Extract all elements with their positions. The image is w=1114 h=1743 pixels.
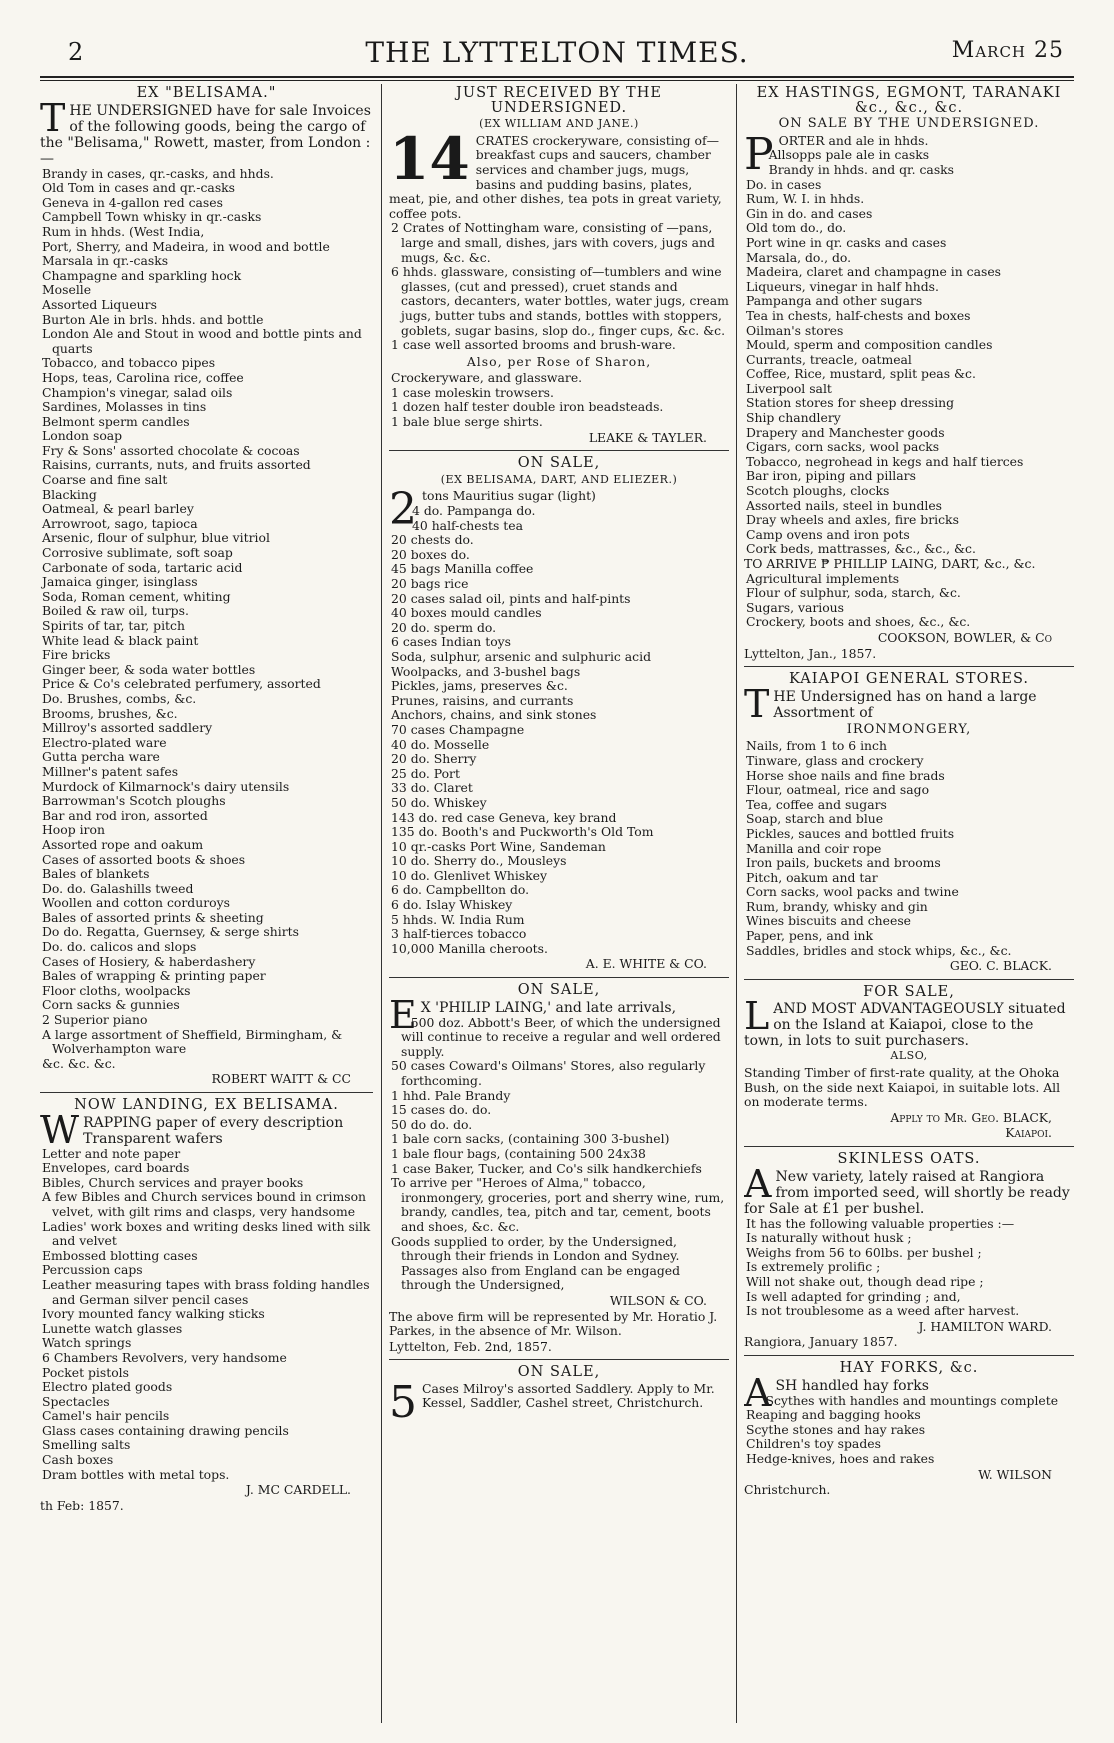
- list-item: Goods supplied to order, by the Undersigned, through their friends in London and Sydney. Passages also from England can be engaged through the Undersigned,: [391, 1233, 681, 1293]
- list-item: Prunes, raisins, and currants: [391, 692, 574, 708]
- list-item: Soda, Roman cement, whiting: [42, 588, 231, 604]
- list-item: Is extremely prolific ;: [746, 1259, 881, 1275]
- advert-on-sale-saddlery: [389, 1364, 729, 1428]
- advert-signature: COOKSON, BOWLER, & Co: [877, 629, 1052, 645]
- list-item: Corn sacks & gunnies: [42, 997, 180, 1013]
- list-item: Geneva in 4-gallon red cases: [42, 194, 223, 210]
- list-item: 10 do. Glenlivet Whiskey: [391, 867, 547, 883]
- advert-belisama: [40, 86, 373, 1087]
- list-item: Tinware, glass and crockery: [746, 752, 924, 768]
- list-item: Port wine in qr. casks and cases: [746, 234, 947, 250]
- lead-text: CRATES crockeryware, consisting of—breakfast cups and saucers, chamber services and chamber jugs, mugs, basins and pudding basins, plates, meat, pie, and other dishes, tea pots in great variety, coffee pots.: [389, 132, 722, 221]
- advert-heading: KAIAPOI GENERAL STORES.: [789, 671, 1029, 688]
- list-item: Belmont sperm candles: [42, 413, 190, 429]
- list-item: Champagne and sparkling hock: [42, 267, 242, 283]
- list-item: 1 bale blue serge shirts.: [391, 414, 543, 430]
- list-item: Marsala in qr.-casks: [42, 253, 169, 269]
- list-item: Coffee, Rice, mustard, split peas &c.: [746, 366, 976, 382]
- list-item: Manilla and coir rope: [746, 840, 882, 856]
- advert-note: The above firm will be represented by Mr. Horatio J. Parkes, in the absence of Mr. Wilson.: [389, 1308, 718, 1339]
- advert-heading: EX HASTINGS, EGMONT, TARANAKI &c., &c., &c.: [756, 85, 1062, 116]
- list-item: Allsopps pale ale in casks: [768, 147, 930, 163]
- advert-separator: [744, 666, 1074, 667]
- list-item: Iron pails, buckets and brooms: [746, 855, 941, 871]
- list-item: Millroy's assorted saddlery: [42, 720, 213, 736]
- list-item: Tobacco, negrohead in kegs and half tierces: [746, 453, 1024, 469]
- list-item: Camel's hair pencils: [42, 1408, 170, 1424]
- list-item: Fry & Sons' assorted chocolate & cocoas: [42, 442, 300, 458]
- advert-subheading: ON SALE BY THE UNDERSIGNED.: [778, 116, 1040, 132]
- column-divider: [381, 84, 382, 1723]
- list-item: 1 hhd. Pale Brandy: [391, 1087, 511, 1103]
- list-item: Rum, W. I. in hhds.: [746, 191, 865, 207]
- list-item: 6 do. Islay Whiskey: [391, 897, 513, 913]
- list-item: &c. &c. &c.: [42, 1055, 116, 1071]
- list-item: Spectacles: [42, 1393, 110, 1409]
- list-item: Station stores for sheep dressing: [746, 395, 955, 411]
- advert-intro: ANew variety, lately raised at Rangiora from imported seed, will shortly be ready for Sale at £1 per bushel.: [744, 1161, 1070, 1217]
- list-item: Woollen and cotton corduroys: [42, 895, 230, 911]
- list-item: 4 do. Pampanga do.: [412, 503, 536, 519]
- list-item: Old tom do., do.: [746, 220, 847, 236]
- item-list: [389, 371, 729, 429]
- list-item: Hops, teas, Carolina rice, coffee: [42, 369, 244, 385]
- advert-ex-hastings: [744, 86, 1074, 661]
- list-item: Pocket pistols: [42, 1364, 130, 1380]
- list-item: Is well adapted for grinding ; and,: [746, 1288, 961, 1304]
- list-item: Coarse and fine salt: [42, 472, 168, 488]
- advert-on-sale-wilson: [389, 983, 729, 1354]
- list-item: Soap, starch and blue: [746, 811, 884, 827]
- list-item: Port, Sherry, and Madeira, in wood and bottle: [42, 238, 330, 254]
- issue-date: March 25: [951, 38, 1064, 63]
- list-item: Madeira, claret and champagne in cases: [746, 264, 1002, 280]
- list-item: Agricultural implements: [746, 570, 900, 586]
- advert-to-arrive: TO ARRIVE ₱ PHILLIP LAING, DART, &c., &c.: [744, 556, 1036, 571]
- list-item: To arrive per "Heroes of Alma," tobacco, ironmongery, groceries, port and sherry wine, rum, brandy, candles, tea, pitch and tar, cement, boots and shoes, &c. &c.: [391, 1175, 725, 1234]
- list-item: Lunette watch glasses: [42, 1320, 183, 1336]
- list-item: Cases of assorted boots & shoes: [42, 851, 246, 867]
- column-2: [389, 84, 729, 1723]
- list-item: 6 cases Indian toys: [391, 634, 512, 650]
- list-item: 500 doz. Abbott's Beer, of which the undersigned will continue to receive a regular and well ordered supply.: [401, 1014, 721, 1059]
- lead-number: 14: [389, 124, 470, 193]
- column-3: [744, 84, 1074, 1723]
- advert-on-sale-white: [389, 456, 729, 972]
- list-item: Weighs from 56 to 60lbs. per bushel ;: [746, 1244, 982, 1260]
- list-item: Saddles, bridles and stock whips, &c., &c.: [746, 942, 1012, 958]
- list-item: 20 bags rice: [391, 576, 469, 591]
- list-item: Brandy in hhds. and qr. casks: [768, 161, 955, 177]
- advert-heading: NOW LANDING, EX BELISAMA.: [74, 1097, 339, 1113]
- item-list: [40, 167, 373, 1072]
- list-item: Bibles, Church services and prayer books: [42, 1174, 304, 1190]
- advert-separator: [389, 1359, 729, 1360]
- advert-intro: EX 'PHILIP LAING,' and late arrivals,: [389, 992, 677, 1037]
- list-item: 40 boxes mould candles: [391, 605, 542, 621]
- list-item: 50 do. Whiskey: [391, 794, 487, 810]
- list-item: 2 Crates of Nottingham ware, consisting of —pans, large and small, dishes, jars with covers, jugs and mugs, &c. &c.: [391, 220, 715, 265]
- list-item: Flour of sulphur, soda, starch, &c.: [746, 585, 961, 601]
- list-item: Raisins, currants, nuts, and fruits assorted: [42, 457, 311, 473]
- advert-signature: A. E. WHITE & CO.: [585, 956, 707, 972]
- list-item: 33 do. Claret: [391, 780, 473, 796]
- list-item: Assorted rope and oakum: [42, 836, 204, 852]
- advert-subheading: (EX BELISAMA, DART, AND ELIEZER.): [440, 472, 678, 486]
- column-divider: [736, 84, 737, 1723]
- list-item: Scythe stones and hay rakes: [746, 1421, 926, 1437]
- list-item: Reaping and bagging hooks: [746, 1407, 921, 1423]
- list-item: Ginger beer, & soda water bottles: [42, 661, 256, 677]
- list-item: 70 cases Champagne: [391, 721, 525, 737]
- list-item: Flour, oatmeal, rice and sago: [746, 782, 930, 798]
- list-item: Ship chandlery: [746, 410, 841, 426]
- masthead-rule: [40, 76, 1074, 78]
- list-item: Dray wheels and axles, fire bricks: [746, 512, 959, 528]
- list-item: Sugars, various: [746, 599, 845, 615]
- list-item: 1 case moleskin trowsers.: [391, 384, 554, 400]
- list-item: Corrosive sublimate, soft soap: [42, 545, 233, 561]
- advert-skinless-oats: [744, 1152, 1074, 1350]
- list-item: Dram bottles with metal tops.: [42, 1466, 230, 1482]
- item-list: [40, 1147, 373, 1483]
- list-item: Do. Brushes, combs, &c.: [42, 690, 197, 706]
- list-item: Boiled & raw oil, turps.: [42, 603, 189, 619]
- list-item: 6 do. Campbellton do.: [391, 882, 530, 898]
- list-item: Smelling salts: [42, 1437, 131, 1453]
- advert-separator: [744, 979, 1074, 980]
- list-item: 5 hhds. W. India Rum: [391, 911, 525, 927]
- advert-intro: ASH handled hay forks: [744, 1370, 929, 1415]
- list-item: Ivory mounted fancy walking sticks: [42, 1306, 265, 1322]
- advert-heading: HAY FORKS, &c.: [839, 1359, 979, 1376]
- list-item: Price & Co's celebrated perfumery, assorted: [42, 676, 321, 692]
- list-item: Do. do. Galashills tweed: [42, 880, 194, 896]
- list-item: Embossed blotting cases: [42, 1247, 198, 1263]
- list-item: Arsenic, flour of sulphur, blue vitriol: [42, 530, 270, 546]
- list-item: Liqueurs, vinegar in half hhds.: [746, 278, 939, 294]
- list-item: 1 bale corn sacks, (containing 300 3-bushel): [391, 1131, 670, 1147]
- list-item: Champion's vinegar, salad oils: [42, 384, 233, 400]
- list-item: Spirits of tar, tar, pitch: [42, 618, 185, 633]
- list-item: It has the following valuable properties :—: [746, 1215, 1015, 1231]
- list-item: Old Tom in cases and qr.-casks: [42, 180, 236, 196]
- list-item: Will not shake out, though dead ripe ;: [746, 1273, 984, 1289]
- list-item: 10 qr.-casks Port Wine, Sandeman: [391, 838, 606, 854]
- list-item: Burton Ale in brls. hhds. and bottle: [42, 311, 264, 327]
- list-item: 50 cases Coward's Oilmans' Stores, also regularly forthcoming.: [391, 1058, 706, 1088]
- list-item: Is naturally without husk ;: [746, 1230, 912, 1246]
- list-item: Campbell Town whisky in qr.-casks: [42, 209, 262, 225]
- newspaper-title: THE LYTTELTON TIMES.: [365, 36, 749, 69]
- list-item: Fire bricks: [42, 647, 111, 663]
- item-list: [744, 1217, 1074, 1319]
- list-item: 20 do. sperm do.: [391, 619, 497, 635]
- list-item: Hoop iron: [42, 822, 105, 838]
- list-item: Bales of blankets: [42, 866, 150, 882]
- lead-text: Cases Milroy's assorted Saddlery. Apply to Mr. Kessel, Saddler, Cashel street, Christchurch.: [422, 1380, 715, 1411]
- list-item: Leather measuring tapes with brass folding handles and German silver pencil cases: [42, 1276, 370, 1307]
- list-item: 15 cases do. do.: [391, 1102, 492, 1118]
- list-item: 20 do. Sherry: [391, 751, 477, 767]
- list-item: A large assortment of Sheffield, Birmingham, & Wolverhampton ware: [42, 1026, 343, 1057]
- list-item: Brandy in cases, qr.-casks, and hhds.: [42, 165, 274, 181]
- item-list: [744, 572, 1074, 630]
- list-item: Mould, sperm and composition candles: [746, 337, 993, 353]
- list-item: Electro plated goods: [42, 1379, 173, 1395]
- list-item: 1 dozen half tester double iron beadsteads.: [391, 399, 664, 415]
- list-item: Bar iron, piping and pillars: [746, 468, 916, 484]
- list-item: 20 boxes do.: [391, 546, 470, 562]
- advert-hay-forks: [744, 1361, 1074, 1498]
- lead-text: ORTER and ale in hhds.: [778, 132, 929, 148]
- advert-date: Rangiora, January 1857.: [744, 1334, 898, 1350]
- advert-separator: [744, 1146, 1074, 1147]
- list-item: 1 bale flour bags, (containing 500 24x38: [391, 1145, 646, 1161]
- list-item: Pickles, jams, preserves &c.: [391, 678, 568, 694]
- list-item: Paper, pens, and ink: [746, 928, 874, 944]
- advert-heading: EX "BELISAMA.": [136, 85, 277, 101]
- list-item: 20 cases salad oil, pints and half-pints: [391, 590, 631, 606]
- advert-heading: ON SALE,: [517, 1364, 601, 1381]
- advert-separator: [389, 977, 729, 978]
- advert-heading: ON SALE,: [517, 455, 601, 472]
- advert-land-for-sale: [744, 985, 1074, 1141]
- lead-number: 5: [389, 1376, 417, 1428]
- advert-subheading: IRONMONGERY,: [846, 721, 972, 737]
- list-item: Cigars, corn sacks, wool packs: [746, 439, 940, 455]
- item-list: [389, 504, 729, 956]
- list-item: Watch springs: [42, 1335, 132, 1351]
- list-item: Corn sacks, wool packs and twine: [746, 884, 959, 900]
- list-item: Percussion caps: [42, 1262, 143, 1278]
- list-item: Assorted nails, steel in bundles: [746, 497, 943, 513]
- advert-place: Kaiapoi.: [1005, 1125, 1052, 1141]
- list-item: 143 do. red case Geneva, key brand: [391, 809, 617, 825]
- list-item: Woolpacks, and 3-bushel bags: [391, 663, 581, 679]
- list-item: Do. in cases: [746, 176, 822, 192]
- advert-also: ALSO,: [890, 1049, 928, 1063]
- advert-place: Christchurch.: [744, 1482, 831, 1498]
- advert-now-landing: [40, 1098, 373, 1513]
- advert-also: Also, per Rose of Sharon,: [466, 353, 652, 369]
- list-item: 50 do do. do.: [391, 1116, 473, 1132]
- list-item: Currants, treacle, oatmeal: [746, 351, 912, 367]
- list-item: 20 chests do.: [391, 532, 474, 548]
- advert-separator: [389, 450, 729, 451]
- list-item: Cash boxes: [42, 1452, 114, 1468]
- list-item: Gin in do. and cases: [746, 205, 873, 221]
- list-item: Ladies' work boxes and writing desks lined with silk and velvet: [42, 1218, 371, 1249]
- item-list: [389, 221, 729, 352]
- list-item: 40 half-chests tea: [412, 517, 523, 533]
- list-item: Do. do. calicos and slops: [42, 939, 197, 955]
- lead-number: 2: [389, 484, 417, 536]
- list-item: London soap: [42, 428, 123, 444]
- list-item: Moselle: [42, 282, 92, 298]
- list-item: Bar and rod iron, assorted: [42, 807, 208, 823]
- list-item: A few Bibles and Church services bound in crimson velvet, with gilt rims and clasps, very handsome: [42, 1189, 367, 1219]
- list-item: 10 do. Sherry do., Mousleys: [391, 853, 567, 869]
- advert-signature: LEAKE & TAYLER.: [588, 429, 707, 445]
- list-item: Tea in chests, half-chests and boxes: [746, 307, 971, 323]
- list-item: Carbonate of soda, tartaric acid: [42, 559, 243, 575]
- advert-separator: [744, 1355, 1074, 1356]
- list-item: Brooms, brushes, &c.: [42, 705, 178, 721]
- list-item: Assorted Liqueurs: [42, 296, 157, 312]
- list-item: Bales of assorted prints & sheeting: [42, 909, 264, 925]
- advert-heading: SKINLESS OATS.: [837, 1151, 981, 1167]
- advert-heading: JUST RECEIVED BY THE UNDERSIGNED.: [456, 85, 662, 116]
- advert-signature: WILSON & CO.: [609, 1292, 707, 1308]
- advert-intro: THE Undersigned has on hand a large Assortment of: [744, 681, 1037, 726]
- list-item: Tea, coffee and sugars: [746, 796, 887, 812]
- page-number: 2: [68, 38, 84, 66]
- advert-intro: LAND MOST ADVANTAGEOUSLY situated on the Island at Kaiapoi, close to the town, in lots to suit purchasers.: [744, 994, 1066, 1050]
- advert-signature: J. HAMILTON WARD.: [918, 1318, 1052, 1334]
- advert-lead: [389, 1376, 729, 1428]
- list-item: Soda, sulphur, arsenic and sulphuric acid: [391, 648, 652, 664]
- advert-subheading: (EX WILLIAM AND JANE.): [479, 117, 639, 131]
- advert-separator: [40, 1092, 373, 1093]
- advert-text: Standing Timber of first-rate quality, at the Ohoka Bush, on the side next Kaiapoi, in suitable lots. All on moderate terms.: [744, 1065, 1061, 1110]
- list-item: Do do. Regatta, Guernsey, & serge shirts: [42, 924, 299, 940]
- lead-text: tons Mauritius sugar (light): [422, 488, 596, 504]
- list-item: Electro-plated ware: [42, 734, 167, 750]
- list-item: Pitch, oakum and tar: [746, 869, 878, 885]
- advert-signature: GEO. C. BLACK.: [949, 958, 1052, 974]
- list-item: Horse shoe nails and fine brads: [746, 767, 945, 783]
- list-item: Gutta percha ware: [42, 749, 160, 765]
- advert-just-received: [389, 86, 729, 445]
- list-item: Wines biscuits and cheese: [746, 913, 912, 929]
- list-item: 6 hhds. glassware, consisting of—tumblers and wine glasses, (cut and pressed), cruet stands and castors, decanters, water bottles, water jugs, cream jugs, butter tubs and stands, bottles with stoppers, goblets, sugar basins, slop do., finger cups, &c. &c.: [391, 264, 729, 338]
- list-item: Children's toy spades: [746, 1436, 881, 1452]
- list-item: Cork beds, mattrasses, &c., &c., &c.: [746, 541, 976, 557]
- list-item: Drapery and Manchester goods: [746, 424, 945, 440]
- advert-heading: ON SALE,: [517, 982, 601, 999]
- advert-date: Lyttelton, Jan., 1857.: [744, 645, 877, 661]
- list-item: Letter and note paper: [42, 1145, 181, 1161]
- advert-intro: WRAPPING paper of every description Transparent wafers: [40, 1107, 344, 1152]
- list-item: Rum, brandy, whisky and gin: [746, 898, 928, 914]
- list-item: Jamaica ginger, isinglass: [42, 574, 198, 590]
- list-item: 40 do. Mosselle: [391, 736, 490, 752]
- list-item: Glass cases containing drawing pencils: [42, 1422, 289, 1438]
- advert-intro: THE UNDERSIGNED have for sale Invoices of the following goods, being the cargo of the "Belisama," Rowett, master, from London :—: [40, 95, 371, 167]
- list-item: Sardines, Molasses in tins: [42, 399, 207, 415]
- list-item: Pampanga and other sugars: [746, 293, 923, 309]
- list-item: 135 do. Booth's and Puckworth's Old Tom: [391, 824, 654, 840]
- list-item: Arrowroot, sago, tapioca: [42, 515, 198, 531]
- list-item: Is not troublesome as a weed after harvest.: [746, 1303, 1020, 1319]
- list-item: Cases of Hosiery, & haberdashery: [42, 953, 256, 969]
- list-item: 45 bags Manilla coffee: [391, 561, 534, 577]
- item-list: [744, 739, 1074, 958]
- advert-signature: W. WILSON: [978, 1466, 1052, 1482]
- list-item: London Ale and Stout in wood and bottle pints and quarts: [42, 326, 362, 356]
- list-item: Crockeryware, and glassware.: [391, 370, 583, 386]
- item-list: [389, 1016, 729, 1293]
- list-item: Rum in hhds. (West India,: [42, 223, 205, 239]
- list-item: Bales of wrapping & printing paper: [42, 968, 266, 984]
- list-item: Nails, from 1 to 6 inch: [746, 738, 887, 754]
- list-item: Scythes with handles and mountings complete: [765, 1392, 1059, 1408]
- list-item: Liverpool salt: [746, 380, 832, 396]
- list-item: Camp ovens and iron pots: [746, 526, 910, 542]
- list-item: Oatmeal, & pearl barley: [42, 501, 194, 517]
- advert-apply: Apply to Mr. Geo. BLACK,: [890, 1109, 1052, 1125]
- advert-kaiapoi-stores: [744, 672, 1074, 974]
- list-item: 6 Chambers Revolvers, very handsome: [42, 1349, 287, 1365]
- list-item: Blacking: [42, 486, 97, 502]
- list-item: 1 case Baker, Tucker, and Co's silk handkerchiefs: [391, 1160, 702, 1176]
- list-item: 3 half-tierces tobacco: [391, 926, 527, 942]
- list-item: 25 do. Port: [391, 765, 460, 781]
- column-1: [40, 84, 373, 1723]
- item-list: [744, 148, 1074, 557]
- list-item: Oilman's stores: [746, 322, 844, 338]
- advert-date: Lyttelton, Feb. 2nd, 1857.: [389, 1338, 552, 1354]
- item-list: [744, 1394, 1074, 1467]
- masthead: [40, 30, 1074, 80]
- list-item: Millner's patent safes: [42, 763, 179, 779]
- list-item: 1 case well assorted brooms and brush-ware.: [391, 337, 676, 353]
- list-item: White lead & black paint: [42, 632, 199, 648]
- list-item: 10,000 Manilla cheroots.: [391, 940, 548, 956]
- list-item: Scotch ploughs, clocks: [746, 483, 890, 499]
- advert-signature: J. MC CARDELL.: [245, 1482, 351, 1498]
- advert-heading: FOR SALE,: [863, 983, 955, 1000]
- list-item: Hedge-knives, hoes and rakes: [746, 1450, 935, 1466]
- list-item: Floor cloths, woolpacks: [42, 982, 191, 998]
- masthead-rule-thin: [40, 80, 1074, 81]
- list-item: Pickles, sauces and bottled fruits: [746, 825, 955, 841]
- list-item: Anchors, chains, and sink stones: [391, 707, 597, 723]
- list-item: 2 Superior piano: [42, 1012, 148, 1028]
- list-item: Crockery, boots and shoes, &c., &c.: [746, 614, 971, 630]
- list-item: Envelopes, card boards: [42, 1160, 190, 1176]
- advert-signature: ROBERT WAITT & CC: [211, 1071, 351, 1087]
- list-item: Murdock of Kilmarnock's dairy utensils: [42, 778, 290, 794]
- list-item: Tobacco, and tobacco pipes: [42, 355, 216, 371]
- lead-letter: P: [744, 128, 774, 180]
- list-item: Marsala, do., do.: [746, 249, 852, 265]
- advert-date: th Feb: 1857.: [40, 1497, 124, 1513]
- list-item: Barrowman's Scotch ploughs: [42, 793, 226, 809]
